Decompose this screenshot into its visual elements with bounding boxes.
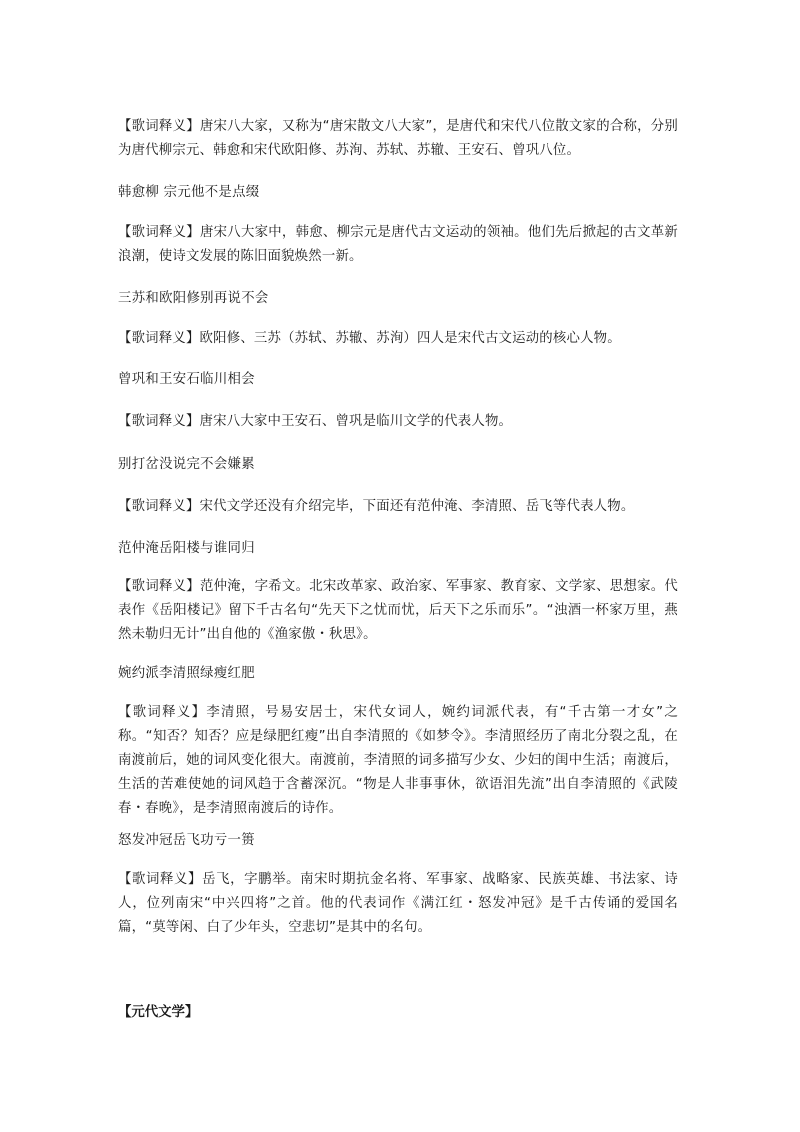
explanation-tag: 【歌词释义】 (118, 579, 200, 594)
explanation-text: 范仲淹，字希文。北宋改革家、政治家、军事家、教育家、文学家、思想家。代表作《岳阳楼记》留下千古名句“先天下之忧而忧，后天下之乐而乐”。“浊酒一杯家万里，燕然未勒归无计”出自他的《渔家傲・秋思》。 (118, 579, 679, 642)
explanation-tag: 【歌词释义】 (118, 414, 200, 429)
lyric-line-4: 别打岔没说完不会嫌累 (118, 457, 255, 472)
explanation-tag: 【歌词释义】 (118, 119, 200, 134)
explanation-text: 欧阳修、三苏（苏轼、苏辙、苏洵）四人是宋代古文运动的核心人物。 (199, 331, 621, 346)
explanation-text: 唐宋八大家中，韩愈、柳宗元是唐代古文运动的领袖。他们先后掀起的古文革新浪潮，使诗文发展的陈旧面貌焕然一新。 (118, 225, 679, 264)
explanation-tag: 【歌词释义】 (118, 872, 203, 887)
explanation-paragraph-6 (118, 575, 678, 647)
explanation-paragraph-5 (118, 495, 678, 519)
lyric-line-2: 三苏和欧阳修别再说不会 (118, 291, 269, 306)
explanation-text: 岳飞，字鹏举。南宋时期抗金名将、军事家、战略家、民族英雄、书法家、诗人，位列南宋“中兴四将”之首。他的代表词作《满江红・怒发冲冠》是千古传诵的爱国名篇，“莫等闲、白了少年头，空悲切”是其中的名句。 (118, 872, 678, 935)
explanation-tag: 【歌词释义】 (118, 225, 200, 240)
section-heading: 【元代文学】 (118, 1005, 199, 1020)
lyric-line-6: 婉约派李清照绿瘦红肥 (118, 666, 255, 681)
explanation-text: 李清照，号易安居士，宋代女词人，婉约词派代表，有“千古第一才女”之称。“知否？知否？应是绿肥红瘦”出自李清照的《如梦令》。李清照经历了南北分裂之乱，在南渡前后，她的词风变化很大。南渡前，李清照的词多描写少女、少妇的闺中生活；南渡后，生活的苦难使她的词风趋于含蓄深沉。“物是人非事事休，欲语泪先流”出自李清照的《武陵春・春晚》，是李清照南渡后的诗作。 (118, 705, 678, 816)
explanation-paragraph-7 (118, 701, 678, 821)
explanation-tag: 【歌词释义】 (118, 331, 200, 346)
explanation-paragraph-3 (118, 327, 678, 351)
explanation-paragraph-2 (118, 221, 678, 269)
lyric-line-7: 怒发冲冠岳飞功亏一篑 (118, 833, 255, 848)
explanation-text: 唐宋八大家，又称为“唐宋散文八大家”，是唐代和宋代八位散文家的合称，分别为唐代柳宗元、韩愈和宋代欧阳修、苏洵、苏轼、苏辙、王安石、曾巩八位。 (118, 119, 678, 158)
explanation-text: 宋代文学还没有介绍完毕，下面还有范仲淹、李清照、岳飞等代表人物。 (199, 499, 635, 514)
explanation-paragraph-4 (118, 410, 678, 434)
explanation-paragraph-1 (118, 115, 678, 163)
lyric-line-1: 韩愈柳 宗元他不是点缀 (118, 185, 260, 200)
lyric-line-5: 范仲淹岳阳楼与谁同归 (118, 541, 255, 556)
explanation-text: 唐宋八大家中王安石、曾巩是临川文学的代表人物。 (199, 414, 513, 429)
explanation-tag: 【歌词释义】 (118, 705, 207, 720)
lyric-line-3: 曾巩和王安石临川相会 (118, 372, 255, 387)
explanation-tag: 【歌词释义】 (118, 499, 200, 514)
explanation-paragraph-8 (118, 868, 678, 940)
